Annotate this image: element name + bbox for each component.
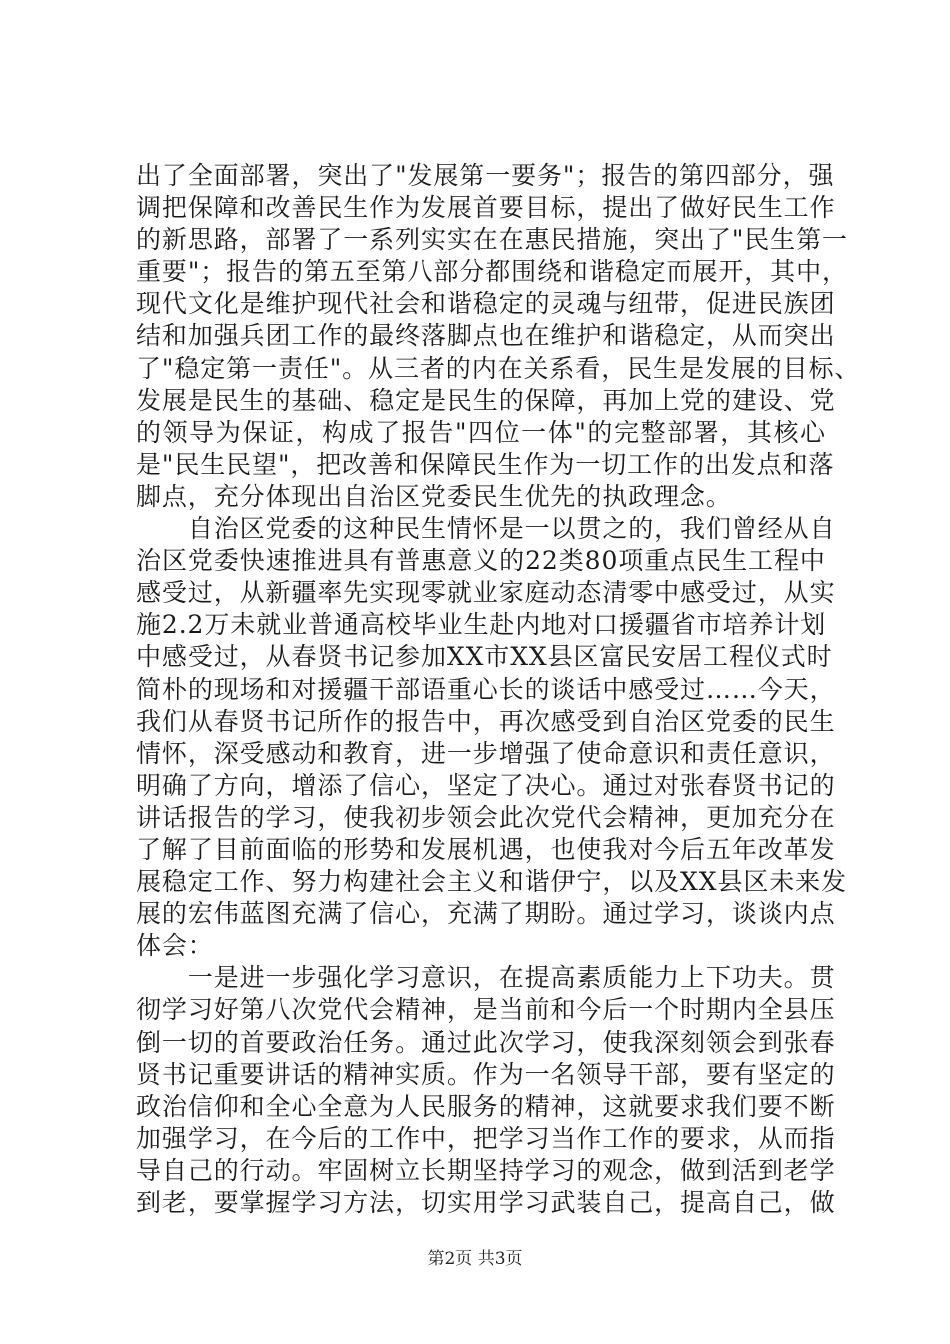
text-line: 的 新 思 路 ， 部 署 了 一 系 列 实 实 在 在 惠 民 措 施 ， 突 出 了 " 民 生 第 一 — [136, 225, 848, 255]
text-line: 简 朴 的 现 场 和 对 援 疆 干 部 语 重 心 长 的 谈 话 中 感 受 过 … … 今 天 ， — [136, 674, 836, 704]
text-line: 自 治 区 党 委 的 这 种 民 生 情 怀 是 一 以 贯 之 的 ， 我 们 曾 经 从 自 — [187, 514, 836, 544]
text-line: 贤 书 记 重 要 讲 话 的 精 神 实 质 。 作 为 一 名 领 导 干 部 ， 要 有 坚 定 的 — [136, 1059, 836, 1089]
text-line: 展 的 宏 伟 蓝 图 充 满 了 信 心 ， 充 满 了 期 盼 。 通 过 学 习 ， 谈 谈 内 点 — [136, 899, 836, 929]
page-number-footer: 第2页 共3页 — [427, 1249, 523, 1269]
text-line: 发 展 是 民 生 的 基 础 、 稳 定 是 民 生 的 保 障 ， 再 加 上 党 的 建 设 、 党 — [136, 385, 836, 415]
text-line: 一 是 进 一 步 强 化 学 习 意 识 ， 在 提 高 素 质 能 力 上 下 功 夫 。 贯 — [187, 963, 836, 993]
text-line: 重 要 " ； 报 告 的 第 五 至 第 八 部 分 都 围 绕 和 谐 稳 定 而 展 开 ， 其 中 ， — [136, 257, 848, 287]
text-line: 中 感 受 过 ， 从 春 贤 书 记 参 加 XX 市 XX 县 区 富 民 安 居 工 程 仪 式 时 — [136, 642, 833, 672]
text-line: 感 受 过 ， 从 新 疆 率 先 实 现 零 就 业 家 庭 动 态 清 零 中 感 受 过 ， 从 实 — [136, 578, 836, 608]
text-line: 我 们 从 春 贤 书 记 所 作 的 报 告 中 ， 再 次 感 受 到 自 治 区 党 委 的 民 生 — [136, 706, 836, 736]
text-line: 到 老 ， 要 掌 握 学 习 方 法 ， 切 实 用 学 习 武 装 自 己 ， 提 高 自 己 ， 做 — [136, 1188, 836, 1217]
text-line: 治 区 党 委 快 速 推 进 具 有 普 惠 意 义 的 22 类 80 项 重 点 民 生 工 程 中 — [136, 546, 826, 576]
text-line: 彻 学 习 好 第 八 次 党 代 会 精 神 ， 是 当 前 和 今 后 一 个 时 期 内 全 县 压 — [136, 995, 836, 1025]
text-line: 展 稳 定 工 作 、 努 力 构 建 社 会 主 义 和 谐 伊 宁 ， 以 及 XX 县 区 未 来 发 — [136, 867, 847, 897]
text-line: 导 自 己 的 行 动 。 牢 固 树 立 长 期 坚 持 学 习 的 观 念 ， 做 到 活 到 老 学 — [136, 1155, 836, 1185]
text-line: 明 确 了 方 向 ， 增 添 了 信 心 ， 坚 定 了 决 心 。 通 过 对 张 春 贤 书 记 的 — [136, 770, 836, 800]
text-line: 倒 一 切 的 首 要 政 治 任 务 。 通 过 此 次 学 习 ， 使 我 深 刻 领 会 到 张 春 — [136, 1027, 836, 1057]
text-line: 调 把 保 障 和 改 善 民 生 作 为 发 展 首 要 目 标 ， 提 出 了 做 好 民 生 工 作 — [136, 193, 836, 223]
text-line: 了 解 了 目 前 面 临 的 形 势 和 发 展 机 遇 ， 也 使 我 对 今 后 五 年 改 革 发 — [136, 834, 836, 864]
text-line: 现 代 文 化 是 维 护 现 代 社 会 和 谐 稳 定 的 灵 魂 与 纽 带 ， 促 进 民 族 团 — [136, 289, 836, 319]
text-line: 脚点，充分体现出自治区党委民生优先的执政理念。 — [136, 481, 732, 511]
text-line: 了 " 稳 定 第 一 责 任 " 。 从 三 者 的 内 在 关 系 看 ， 民 生 是 发 展 的 目 标 、 — [136, 353, 861, 383]
document-body — [136, 160, 861, 1219]
text-line: 施 2.2 万 未 就 业 普 通 高 校 毕 业 生 赴 内 地 对 口 援 疆 省 市 培 养 计 划 — [136, 610, 827, 640]
text-line: 加 强 学 习 ， 在 今 后 的 工 作 中 ， 把 学 习 当 作 工 作 的 要 求 ， 从 而 指 — [136, 1123, 836, 1153]
text-line: 是 " 民 生 民 望 " ， 把 改 善 和 保 障 民 生 作 为 一 切 工 作 的 出 发 点 和 落 — [136, 449, 835, 479]
text-line: 的 领 导 为 保 证 ， 构 成 了 报 告 " 四 位 一 体 " 的 完 整 部 署 ， 其 核 心 — [136, 417, 826, 447]
text-line: 体会： — [136, 931, 214, 961]
text-line: 结 和 加 强 兵 团 工 作 的 最 终 落 脚 点 也 在 维 护 和 谐 稳 定 ， 从 而 突 出 — [136, 321, 836, 351]
text-line: 出 了 全 面 部 署 ， 突 出 了 " 发 展 第 一 要 务 " ； 报 告 的 第 四 部 分 ， 强 — [136, 161, 835, 190]
text-line: 政 治 信 仰 和 全 心 全 意 为 人 民 服 务 的 精 神 ， 这 就 要 求 我 们 要 不 断 — [136, 1091, 836, 1121]
text-line: 情 怀 ， 深 受 感 动 和 教 育 ， 进 一 步 增 强 了 使 命 意 识 和 责 任 意 识 ， — [136, 738, 836, 768]
text-line: 讲 话 报 告 的 学 习 ， 使 我 初 步 领 会 此 次 党 代 会 精 神 ， 更 加 充 分 在 — [136, 802, 836, 832]
